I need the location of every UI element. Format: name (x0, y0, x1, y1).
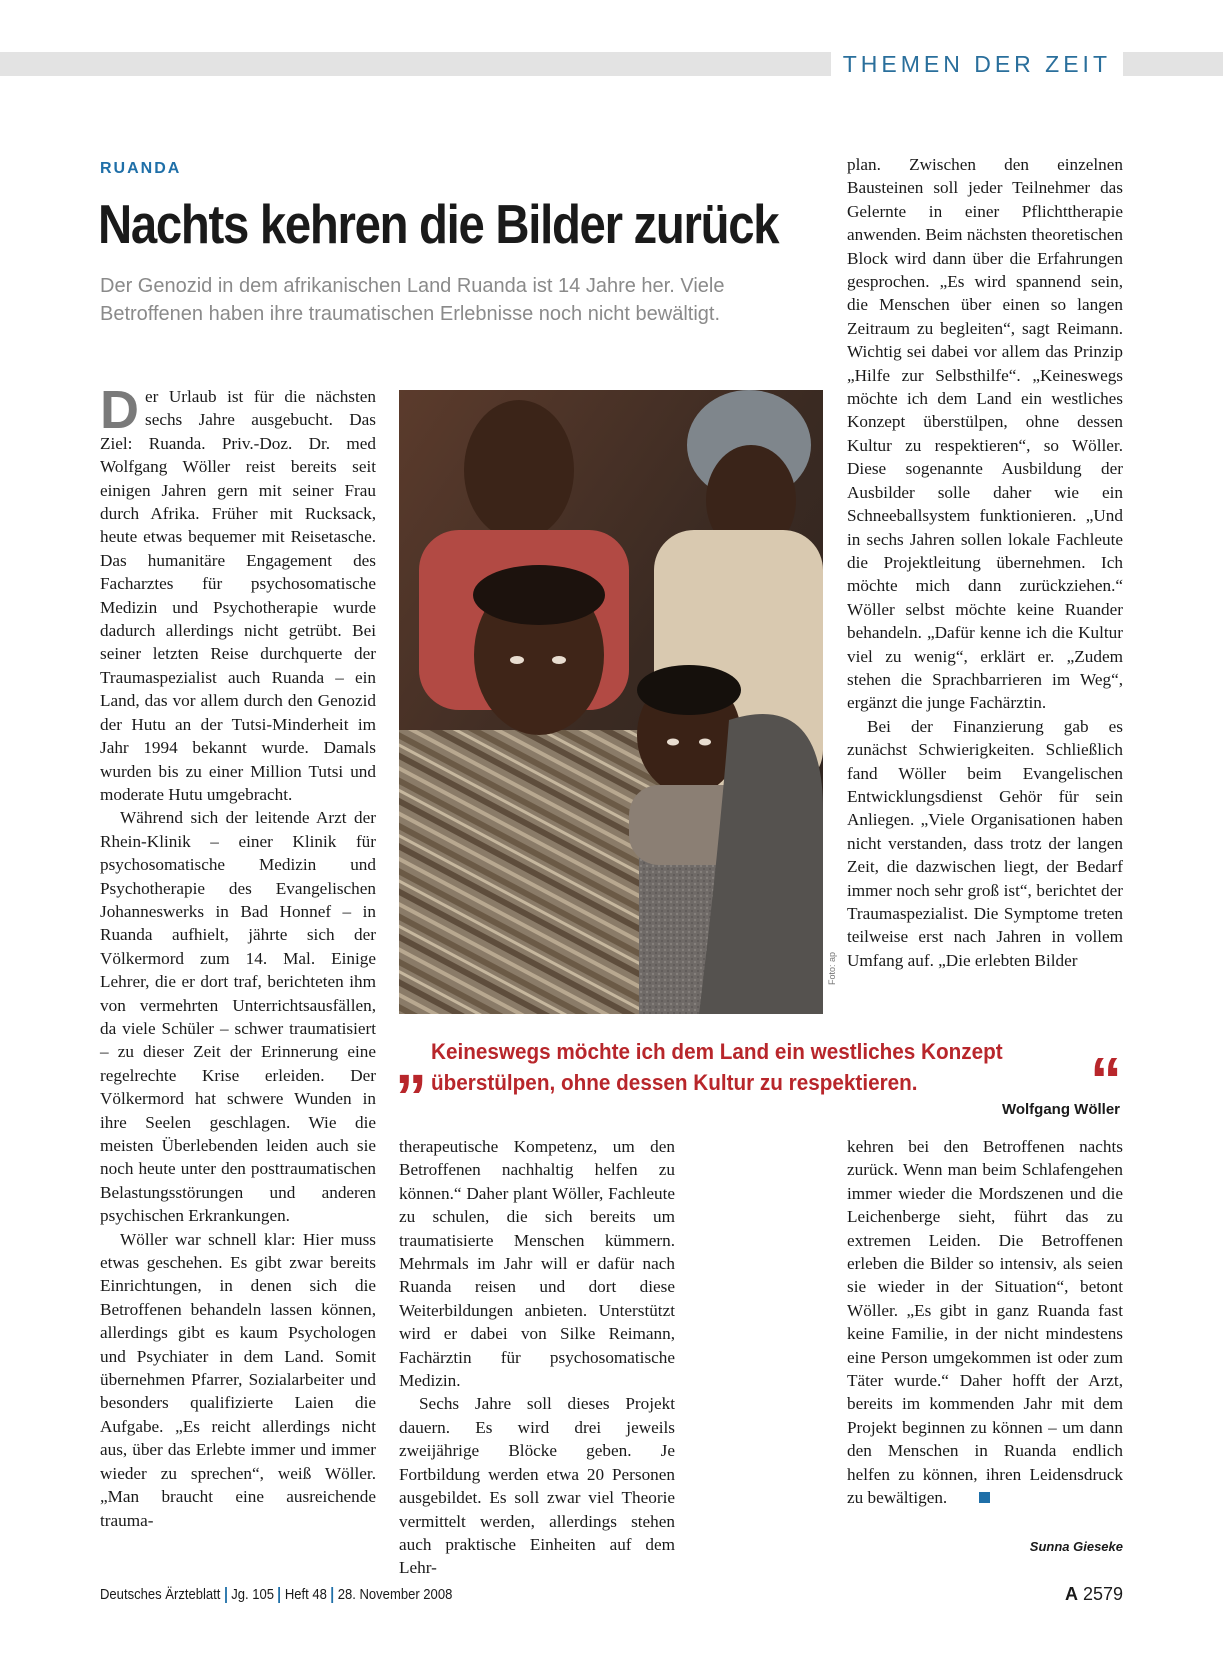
paragraph: Bei der Finanzierung gab es zunächst Schwierigkeiten. Schließlich fand Wöller beim Evangelischen Entwicklungsdienst Gehör für sein Anliegen. „Viele Organisationen haben nicht verstanden, dass trotz der langen Zeit, die dazwischen liegt, der Bedarf immer noch sehr groß ist“, berichtet der Traumaspezialist. Die Symptome treten teilweise erst nach Jahren in vollem Umfang auf. „Die erlebten Bilder (847, 716, 1123, 970)
article-photo (399, 390, 823, 1014)
paragraph: Während sich der leitende Arzt der Rhein-Klinik – einer Klinik für psychosomatische Medizin und Psychotherapie des Evangelischen Johanneswerks in Bad Honnef – in Ruanda aufhielt, jährte sich der Völkermord zum 14. Mal. Einige Lehrer, die er dort traf, berichteten ihm von vermehrten Unterrichtsausfällen, da viele Schüler – schwer traumatisiert – zu dieser Zeit der Erinnerung eine regelrechte Krise erleiden. Der Völkermord hat schwere Wunden in ihre Seelen geschlagen. Wie die meisten Überlebenden leiden auch sie noch heute unter den posttraumatischen Belastungsstörungen und anderen psychischen Erkrankungen. (100, 808, 376, 1226)
article-standfirst: Der Genozid in dem afrikanischen Land Ruanda ist 14 Jahre her. Viele Betroffenen haben ihre traumatischen Erlebnisse noch nicht bewältigt. (100, 275, 725, 325)
divider (225, 1587, 227, 1603)
issue-date: 28. November 2008 (337, 1587, 453, 1603)
quote-open-mark: „ (395, 1025, 427, 1097)
issue: Heft 48 (284, 1587, 327, 1603)
paragraph: plan. Zwischen den einzelnen Bausteinen soll jeder Teilnehmer das Gelernte in einer Pflichttherapie anwenden. Beim nächsten theoretischen Block wird dann über die Erfahrungen gesprochen. „Es wird spannend sein, die Menschen über einen so langen Zeitraum zu begleiten“, sagt Reimann. Wichtig sei dabei vor allem das Prinzip „Hilfe zur Selbsthilfe“. „Keineswegs möchte ich dem Land ein westliches Konzept überstülpen, ohne dessen Kultur zu respektieren“, so Wöller. Diese sogenannte Ausbildung der Ausbilder solle daher wie ein Schneeballsystem funktionieren. „Und in sechs Jahren sollen lokale Fachleute die Projektleitung übernehmen. Ich möchte mich dann zurückziehen.“ Wöller selbst möchte keine Ruander behandeln. „Dafür kenne ich die Kultur viel zu wenig“, erklärt er. „Zudem stehen die Sprachbarrieren im Weg“, ergänzt die junge Fachärztin. (847, 155, 1123, 713)
pull-quote-attribution: Wolfgang Wöller (1001, 1101, 1120, 1118)
article-author: Sunna Gieseke (1029, 1539, 1123, 1554)
section-header-bar (0, 52, 1223, 76)
divider (279, 1587, 281, 1603)
end-mark-icon (979, 1492, 990, 1503)
paragraph: therapeutische Kompetenz, um den Betroffenen nachhaltig helfen zu können.“ Daher plant Wöller, Fachleute zu schulen, die sich bereits um traumatisierte Menschen kümmern. Mehrmals im Jahr will er dafür nach Ruanda reisen und dort diese Weiterbildungen anbieten. Unterstützt wird er dabei von Silke Reimann, Fachärztin für psychosomatische Medizin. (399, 1137, 675, 1391)
article-column-2 (399, 1135, 675, 1580)
article-kicker: RUANDA (100, 160, 182, 177)
paragraph: Sechs Jahre soll dieses Projekt dauern. Es wird drei jeweils zweijährige Blöcke geben. Je Fortbildung werden etwa 20 Personen ausgebildet. Es soll zwar viel Theorie vermittelt werden, allerdings stehen auch praktische Einheiten auf dem Lehr- (399, 1394, 675, 1578)
publication-name: Deutsches Ärzteblatt (100, 1587, 221, 1603)
pull-quote-text: Keineswegs möchte ich dem Land ein westliches Konzept überstülpen, ohne dessen Kultur zu respektieren. (431, 1039, 1003, 1095)
footer-citation (100, 1587, 452, 1603)
article-column-3-top (847, 153, 1123, 972)
drop-cap: D (100, 380, 139, 440)
paragraph: Der Urlaub ist für die nächsten sechs Jahre ausgebucht. Das Ziel: Ruanda. Priv.-Doz. Dr. med Wolfgang Wöller reist bereits seit einigen Jahren gern mit seiner Frau durch Afrika. Früher mit Rucksack, heute etwas bequemer mit Reisetasche. Das humanitäre Engagement des Facharztes für psychosomatische Medizin und Psychotherapie wurde dadurch allerdings nicht getrübt. Bei seiner letzten Reise durchquerte der Traumaspezialist auch Ruanda – ein Land, das vor allem durch den Genozid der Hutu an der Tutsi-Minderheit im Jahr 1994 bekannt wurde. Damals wurden bis zu einer Million Tutsi und moderate Hutu umgebracht. (100, 380, 376, 804)
refugees-photo-illustration (399, 390, 823, 1014)
page-number: A 2579 (1064, 1584, 1123, 1604)
divider (331, 1587, 333, 1603)
volume: Jg. 105 (231, 1587, 275, 1603)
photo-credit: Foto: ap (827, 951, 837, 985)
article-column-1 (100, 380, 376, 1532)
article-column-3-bottom (847, 1135, 1123, 1510)
paragraph: Wöller war schnell klar: Hier muss etwas geschehen. Es gibt zwar bereits Einrichtungen, in denen sich die Betroffenen behandeln lassen können, allerdings gibt es kaum Psychologen und Psychiater in dem Land. Somit übernehmen Pfarrer, Sozialarbeiter und besonders qualifizierte Laien die Aufgabe. „Es reicht allerdings nicht aus, über das Erlebte immer und immer wieder zu sprechen“, weiß Wöller. „Man braucht eine ausreichende trauma- (100, 1229, 376, 1530)
paragraph: kehren bei den Betroffenen nachts zurück. Wenn man beim Schlafengehen immer wieder die Mordszenen und die Leichenberge sieht, führt das zu extremen Leiden. Die Betroffenen erleben die Bilder so intensiv, als seien sie wieder in der Situation“, betont Wöller. „Es gibt in ganz Ruanda fast keine Familie, in der nicht mindestens eine Person umgekommen ist oder zum Täter wurde.“ Daher hofft der Arzt, bereits im kommenden Jahr mit dem Projekt beginnen zu können – um dann den Menschen in Ruanda endlich helfen zu können, ihren Leidensdruck zu bewältigen. (847, 1137, 1123, 1508)
article-headline: Nachts kehren die Bilder zurück (98, 193, 779, 255)
quote-close-mark: “ (1090, 1044, 1122, 1116)
section-title: THEMEN DER ZEIT (831, 51, 1123, 77)
